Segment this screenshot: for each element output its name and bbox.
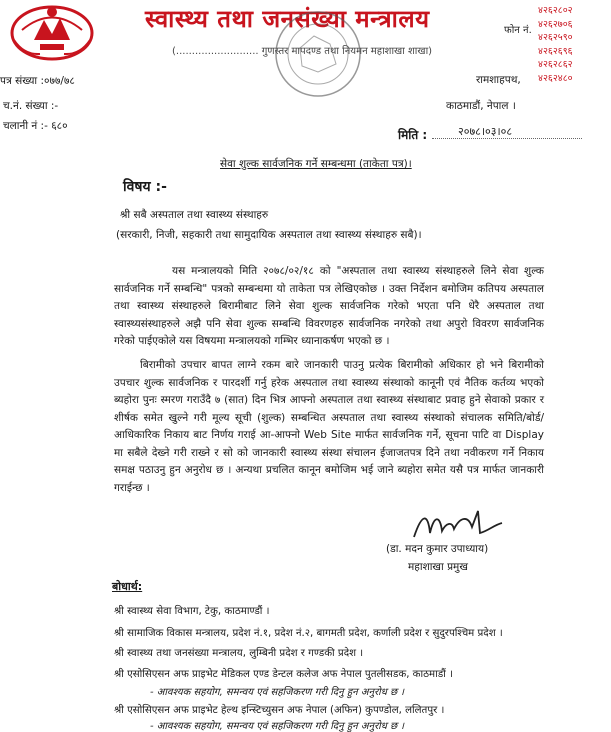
body-paragraph: बिरामीको उपचार बापत लाग्ने रकम बारे जानकारी पाउनु प्रत्येक बिरामीको अधिकार हो भने बिरामीको उपचार शुल्क सार्वजनिक र पारदर्शी गर्नु हरेक अस्पताल तथा स्वास्थ्य संस्थाको कानूनी एवं नैतिक कर्तव्य भएको ब्यहोरा पुनः स्मरण गराउँदै ७ (सात) दिन भित्र आफ्नो अस्पताल तथा स्वास्थ्य संस्थाबाट प्रवाह हुने सेवाको प्रकार र शीर्षक समेत खुल्ने गरी मूल्य सूची (शुल्क) सम्बन्धित अस्पताल तथा स्वास्थ्य संस्थाको संचालक समिति/बोर्ड/आधिकारिक निकाय बाट निर्णय गराई आ-आफ्नो Web Site मार्फत सार्वजनिक गर्ने, सूचना पाटि वा Display मा सबैले देख्ने गरी राख्ने र सो को जानकारी स्वास्थ्य संस्था संचालन ईजाजतपत्र दिने तथा नवीकरण गर्ने निकाय समक्ष पठाउनु हुन अनुरोध छ । अन्यथा प्रचलित कानून बमोजिम भई जाने ब्यहोरा समेत यसै पत्र मार्फत जानकारी गराईन्छ ।	[114, 359, 544, 494]
addressee-detail: (सरकारी, निजी, सहकारी तथा सामुदायिक अस्पताल तथा स्वास्थ्य संस्थाहरु सबै)।	[116, 229, 422, 241]
body-paragraph: यस मन्त्रालयको मिति २०७८/०२/१८ को "अस्पताल तथा स्वास्थ्य संस्थाहरुले लिने सेवा शुल्क सार्वजनिक गर्ने सम्बन्धि" पत्रको सम्बन्धमा यो ताकेता पत्र लेखिएकोछ । उक्त निर्देशन बमोजिम कतिपय अस्पताल तथा स्वास्थ्य संस्थाहरुले बिरामीबाट लिने सेवा शुल्क सार्वजनिक गरेको भएता पनि धेरै अस्पताल तथा स्वास्थ्यसंस्थाहरुले अझै पनि सेवा शुल्क सम्बन्धि विवरणहरु सार्वजनिक नगरेको तथा अपुरो विवरण सार्वजनिक गरेको पाईएकोले यस विषयमा मन्त्रालयको गम्भिर ध्यानाकर्षण भएको छ ।	[114, 265, 544, 347]
cc-item: श्री एसोसिएसन अफ प्राइभेट हेल्थ इन्स्टिच्युसन अफ नेपाल (अफिन) कुपण्डोल, ललितपुर ।	[114, 705, 445, 716]
date-label: मिति :	[398, 128, 428, 142]
cc-item: श्री एसोसिएसन अफ प्राइभेट मेडिकल एण्ड डेन्टल कलेज अफ नेपाल पुतलीसडक, काठमाडौं ।	[114, 669, 453, 680]
subject-label: विषय :-	[123, 179, 167, 195]
address-city: काठमाडौं, नेपाल ।	[446, 100, 516, 112]
date-value: २०७८।०३।०८	[458, 125, 513, 138]
cc-item: श्री स्वास्थ्य सेवा विभाग, टेकु, काठमाण्डौं ।	[114, 606, 270, 617]
phone-number: ४२६२८६२	[538, 59, 573, 70]
cc-note: - आवश्यक सहयोग, समन्वय एवं सहजिकरण गरी दिनु हुन अनुरोध छ ।	[150, 687, 405, 698]
phone-number: ४२६२८०२	[538, 5, 573, 16]
phone-list	[538, 4, 573, 85]
signer-title: महाशाखा प्रमुख	[408, 561, 468, 573]
subject-text: सेवा शुल्क सार्वजनिक गर्ने सम्बन्धमा (ताकेता पत्र)।	[220, 158, 412, 170]
address-street: रामशाहपथ,	[476, 74, 521, 86]
cc-item: श्री सामाजिक विकास मन्त्रालय, प्रदेश नं.१, प्रदेश नं.२, बागमती प्रदेश, कर्णाली प्रदेश र सुदुरपश्चिम प्रदेश ।	[114, 628, 503, 639]
phone-number: ४२६२४८०	[538, 72, 573, 84]
date-underline	[432, 138, 582, 139]
phone-label: फोन नं.	[504, 25, 532, 36]
reference-patra-sankhya: पत्र संख्या :०७७/७८	[0, 75, 75, 87]
cc-label: बोधार्थ:	[112, 580, 143, 593]
signer-name: (डा. मदन कुमार उपाध्याय)	[386, 543, 489, 555]
cc-item: श्री स्वास्थ्य तथा जनसंख्या मन्त्रालय, लुम्बिनी प्रदेश र गण्डकी प्रदेश ।	[114, 648, 364, 659]
ministry-stamp-icon	[270, 8, 366, 100]
phone-number: ४२६२५९०	[538, 32, 573, 43]
ministry-name: स्वास्थ्य तथा जनसंख्या मन्त्रालय	[145, 5, 430, 33]
nepal-emblem-icon	[4, 0, 100, 62]
phone-number: ४२६२६९६	[538, 45, 573, 57]
reference-chalani: चलानी नं :- ६८०	[3, 120, 68, 132]
phone-number: ४२६२७०६	[538, 18, 573, 30]
department-line: (.......................... गुणस्तर मापदण्ड तथा नियमन महाशाखा शाखा)	[172, 46, 433, 57]
cc-note: - आवश्यक सहयोग, समन्वय एवं सहजिकरण गरी दिनु हुन अनुरोध छ ।	[150, 721, 405, 732]
reference-cha-sankhya: च.नं. संख्या :-	[3, 100, 59, 112]
addressee-line: श्री सबै अस्पताल तथा स्वास्थ्य संस्थाहरु	[120, 209, 269, 221]
